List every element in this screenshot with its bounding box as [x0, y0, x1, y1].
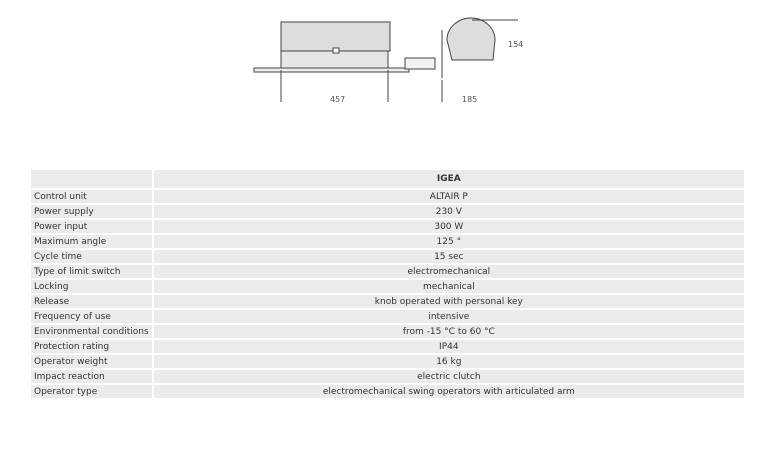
- table-row: [30, 309, 745, 324]
- table-row: [30, 264, 745, 279]
- table-row: [30, 294, 745, 309]
- spec-label: Power supply: [30, 204, 153, 219]
- spec-table: [29, 168, 746, 400]
- spec-value: intensive: [153, 309, 745, 324]
- spec-value: knob operated with personal key: [153, 294, 745, 309]
- spec-label: Protection rating: [30, 339, 153, 354]
- spec-label: Operator type: [30, 384, 153, 399]
- table-row: [30, 249, 745, 264]
- operator-front-view: [254, 22, 435, 72]
- spec-label: Environmental conditions: [30, 324, 153, 339]
- spec-value: IP44: [153, 339, 745, 354]
- model-name: IGEA: [153, 169, 745, 189]
- spec-value: from -15 °C to 60 °C: [153, 324, 745, 339]
- technical-drawing: [240, 10, 540, 110]
- table-row: [30, 354, 745, 369]
- spec-label: Control unit: [30, 189, 153, 204]
- table-row: [30, 204, 745, 219]
- spec-value: 300 W: [153, 219, 745, 234]
- table-row: [30, 369, 745, 384]
- table-header-row: [30, 169, 745, 189]
- spec-value: electromechanical swing operators with articulated arm: [153, 384, 745, 399]
- table-row: [30, 339, 745, 354]
- spec-value: 15 sec: [153, 249, 745, 264]
- table-row: [30, 279, 745, 294]
- spec-value: electromechanical: [153, 264, 745, 279]
- spec-label: Power input: [30, 219, 153, 234]
- spec-label: Operator weight: [30, 354, 153, 369]
- height-dimension: 154: [508, 40, 524, 49]
- table-row: [30, 219, 745, 234]
- spec-label: Locking: [30, 279, 153, 294]
- operator-side-view: [442, 18, 518, 78]
- spec-label: Cycle time: [30, 249, 153, 264]
- depth-dimension: 185: [462, 95, 478, 104]
- table-row: [30, 324, 745, 339]
- table-row: [30, 234, 745, 249]
- table-row: [30, 384, 745, 399]
- spec-label: Frequency of use: [30, 309, 153, 324]
- width-dimension: 457: [330, 95, 346, 104]
- spec-label: Maximum angle: [30, 234, 153, 249]
- spec-value: 16 kg: [153, 354, 745, 369]
- spec-value: 125 °: [153, 234, 745, 249]
- spec-label: Release: [30, 294, 153, 309]
- spec-value: 230 V: [153, 204, 745, 219]
- spec-value: mechanical: [153, 279, 745, 294]
- spec-label: Impact reaction: [30, 369, 153, 384]
- spec-value: electric clutch: [153, 369, 745, 384]
- spec-label: Type of limit switch: [30, 264, 153, 279]
- spec-value: ALTAIR P: [153, 189, 745, 204]
- table-row: [30, 189, 745, 204]
